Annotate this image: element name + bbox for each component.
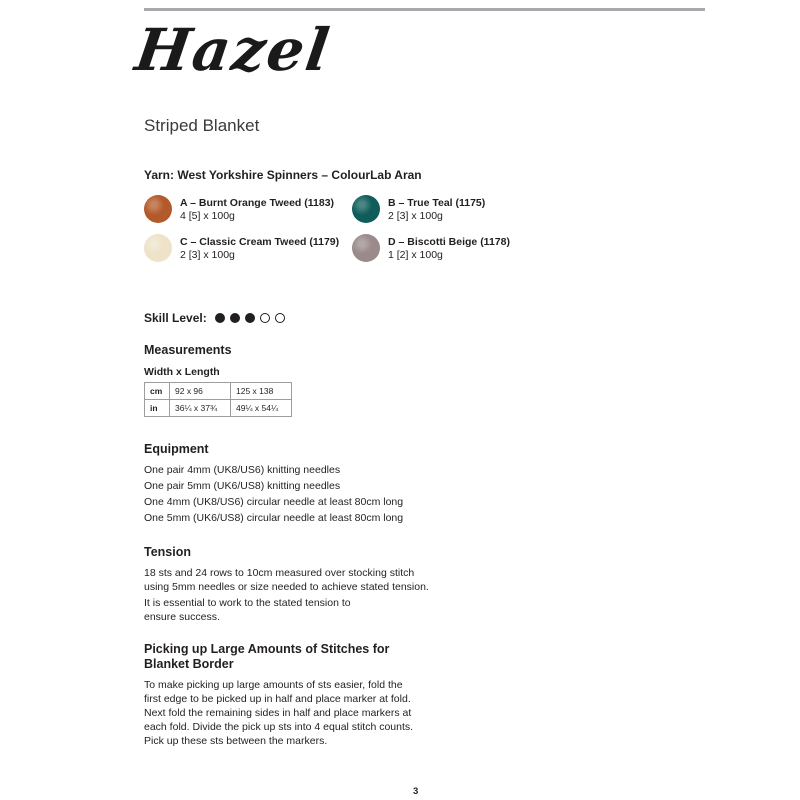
yarn-qty-d: 1 [2] x 100g xyxy=(388,249,443,261)
skill-dot-filled xyxy=(215,313,225,323)
equipment-line: One 5mm (UK6/US8) circular needle at least 80cm long xyxy=(144,512,404,524)
measurements-table xyxy=(144,382,292,417)
yarn-swatch-c xyxy=(144,234,172,262)
skill-dot-filled xyxy=(245,313,255,323)
yarn-swatch-b xyxy=(352,195,380,223)
table-cell: 125 x 138 xyxy=(231,383,292,400)
tension-heading: Tension xyxy=(144,545,191,559)
yarn-name-a: A – Burnt Orange Tweed (1183) xyxy=(180,197,335,209)
picking-heading: Blanket Border xyxy=(144,657,234,671)
yarn-qty-a: 4 [5] x 100g xyxy=(180,210,235,222)
skill-level xyxy=(144,311,290,325)
picking-line: each fold. Divide the pick up sts into 4 equal stitch counts. xyxy=(144,721,414,733)
skill-dot-empty xyxy=(275,313,285,323)
yarn-qty-c: 2 [3] x 100g xyxy=(180,249,235,261)
table-row xyxy=(145,400,292,417)
picking-line: Pick up these sts between the markers. xyxy=(144,735,328,747)
page-number: 3 xyxy=(413,786,419,797)
table-cell-unit: in xyxy=(145,400,170,417)
tension-line: using 5mm needles or size needed to achieve stated tension. xyxy=(144,581,429,593)
skill-level-dots xyxy=(215,313,290,323)
yarn-heading: Yarn: West Yorkshire Spinners – ColourLab Aran xyxy=(144,168,422,182)
table-cell: 36¼ x 37¾ xyxy=(170,400,231,417)
yarn-swatch-a xyxy=(144,195,172,223)
measurements-subheading: Width x Length xyxy=(144,366,220,378)
table-cell: 49¼ x 54¼ xyxy=(231,400,292,417)
picking-line: To make picking up large amounts of sts easier, fold the xyxy=(144,679,403,691)
table-cell: 92 x 96 xyxy=(170,383,231,400)
yarn-swatch-d xyxy=(352,234,380,262)
tension-line: ensure success. xyxy=(144,611,220,623)
yarn-name-d: D – Biscotti Beige (1178) xyxy=(388,236,510,248)
equipment-heading: Equipment xyxy=(144,442,209,456)
tension-line: 18 sts and 24 rows to 10cm measured over stocking stitch xyxy=(144,567,415,579)
skill-level-label: Skill Level: xyxy=(144,311,207,325)
equipment-line: One 4mm (UK8/US6) circular needle at least 80cm long xyxy=(144,496,404,508)
equipment-line: One pair 5mm (UK6/US8) knitting needles xyxy=(144,480,341,492)
pattern-subtitle: Striped Blanket xyxy=(144,116,260,135)
top-rule xyxy=(144,8,705,11)
picking-line: first edge to be picked up in half and place marker at fold. xyxy=(144,693,411,705)
table-cell-unit: cm xyxy=(145,383,170,400)
yarn-name-c: C – Classic Cream Tweed (1179) xyxy=(180,236,340,248)
picking-line: Next fold the remaining sides in half and place markers at xyxy=(144,707,412,719)
table-row xyxy=(145,383,292,400)
skill-dot-empty xyxy=(260,313,270,323)
yarn-name-b: B – True Teal (1175) xyxy=(388,197,486,209)
yarn-qty-b: 2 [3] x 100g xyxy=(388,210,443,222)
equipment-line: One pair 4mm (UK8/US6) knitting needles xyxy=(144,464,341,476)
tension-line: It is essential to work to the stated tension to xyxy=(144,597,351,609)
measurements-heading: Measurements xyxy=(144,343,232,357)
pattern-title: Hazel xyxy=(131,16,336,84)
skill-dot-filled xyxy=(230,313,240,323)
picking-heading: Picking up Large Amounts of Stitches for xyxy=(144,642,390,656)
